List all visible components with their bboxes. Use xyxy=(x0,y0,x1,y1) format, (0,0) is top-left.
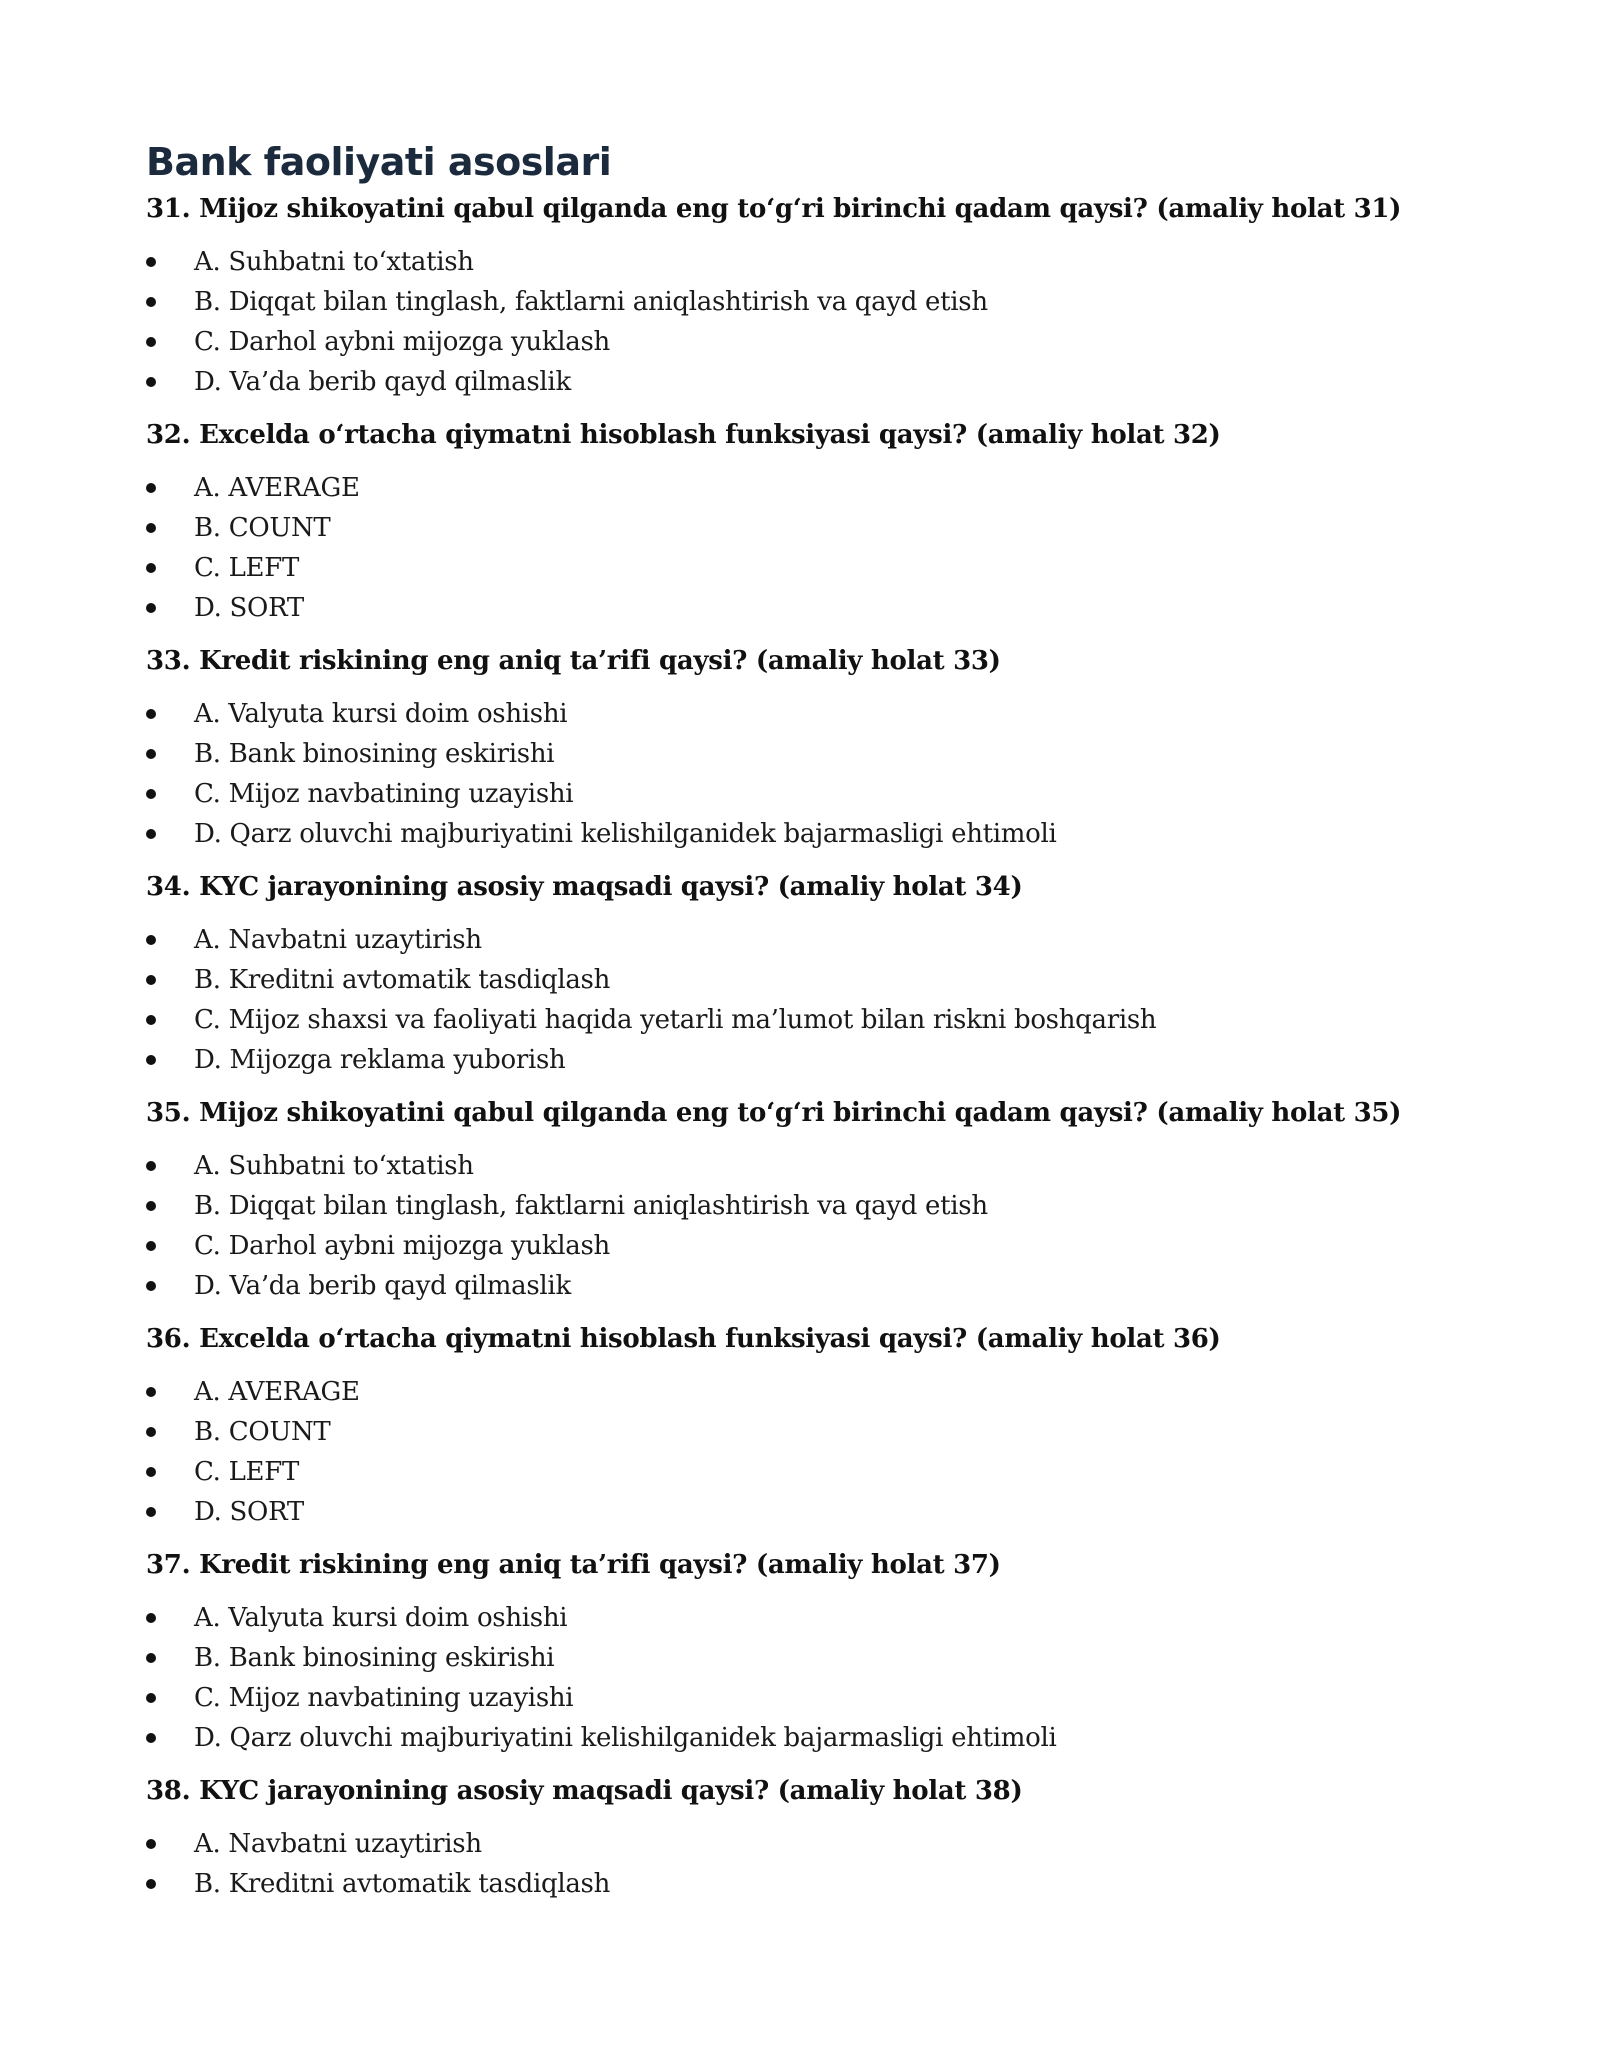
bullet-icon xyxy=(146,1055,156,1065)
option-text: B. COUNT xyxy=(194,1417,331,1447)
bullet-icon xyxy=(146,1839,156,1849)
option-item xyxy=(146,1683,1466,1723)
question-block xyxy=(146,1776,1466,1922)
bullet-icon xyxy=(146,297,156,307)
option-list xyxy=(146,247,1466,420)
question-text: 37. Kredit riskining eng aniq ta’rifi qaysi? (amaliy holat 37) xyxy=(146,1550,1001,1580)
option-text: D. Qarz oluvchi majburiyatini kelishilganidek bajarmasligi ehtimoli xyxy=(194,819,1057,849)
bullet-icon xyxy=(146,1879,156,1889)
bullet-icon xyxy=(146,603,156,613)
question-list xyxy=(146,194,1466,1922)
bullet-icon xyxy=(146,1507,156,1517)
option-list xyxy=(146,1829,1466,1922)
option-text: D. Va’da berib qayd qilmaslik xyxy=(194,1271,571,1301)
option-item xyxy=(146,1869,1466,1909)
bullet-icon xyxy=(146,483,156,493)
option-text: A. AVERAGE xyxy=(194,473,360,503)
option-item xyxy=(146,1497,1466,1537)
bullet-icon xyxy=(146,935,156,945)
option-item xyxy=(146,247,1466,287)
option-item xyxy=(146,473,1466,513)
option-text: A. Navbatni uzaytirish xyxy=(194,1829,482,1859)
option-item xyxy=(146,513,1466,553)
bullet-icon xyxy=(146,1613,156,1623)
bullet-icon xyxy=(146,377,156,387)
question-block xyxy=(146,646,1466,872)
bullet-icon xyxy=(146,1015,156,1025)
option-item xyxy=(146,1723,1466,1763)
option-item xyxy=(146,1005,1466,1045)
option-item xyxy=(146,1151,1466,1191)
option-item xyxy=(146,593,1466,633)
option-item xyxy=(146,1829,1466,1869)
option-item xyxy=(146,1191,1466,1231)
option-text: B. Kreditni avtomatik tasdiqlash xyxy=(194,965,611,995)
bullet-icon xyxy=(146,563,156,573)
option-item xyxy=(146,819,1466,859)
question-block xyxy=(146,1550,1466,1776)
option-item xyxy=(146,739,1466,779)
question-block xyxy=(146,1324,1466,1550)
option-item xyxy=(146,1271,1466,1311)
option-text: C. LEFT xyxy=(194,553,300,583)
option-text: D. Va’da berib qayd qilmaslik xyxy=(194,367,571,397)
bullet-icon xyxy=(146,1387,156,1397)
option-text: A. Valyuta kursi doim oshishi xyxy=(194,1603,568,1633)
option-item xyxy=(146,925,1466,965)
document-page xyxy=(146,136,1466,1922)
option-item xyxy=(146,1457,1466,1497)
option-text: A. Valyuta kursi doim oshishi xyxy=(194,699,568,729)
option-item xyxy=(146,367,1466,407)
option-list xyxy=(146,1377,1466,1550)
bullet-icon xyxy=(146,1653,156,1663)
bullet-icon xyxy=(146,975,156,985)
question-text: 35. Mijoz shikoyatini qabul qilganda eng to‘g‘ri birinchi qadam qaysi? (amaliy holat 35) xyxy=(146,1098,1402,1128)
bullet-icon xyxy=(146,1693,156,1703)
option-text: B. COUNT xyxy=(194,513,331,543)
option-text: C. Mijoz navbatining uzayishi xyxy=(194,1683,574,1713)
option-text: B. Diqqat bilan tinglash, faktlarni aniqlashtirish va qayd etish xyxy=(194,287,988,317)
question-block xyxy=(146,420,1466,646)
bullet-icon xyxy=(146,829,156,839)
bullet-icon xyxy=(146,257,156,267)
option-item xyxy=(146,779,1466,819)
bullet-icon xyxy=(146,1733,156,1743)
option-item xyxy=(146,965,1466,1005)
option-text: D. Mijozga reklama yuborish xyxy=(194,1045,566,1075)
option-text: C. Mijoz shaxsi va faoliyati haqida yetarli ma’lumot bilan riskni boshqarish xyxy=(194,1005,1157,1035)
option-text: A. Suhbatni to‘xtatish xyxy=(194,1151,474,1181)
bullet-icon xyxy=(146,1427,156,1437)
option-item xyxy=(146,1603,1466,1643)
option-item xyxy=(146,1045,1466,1085)
option-text: C. Darhol aybni mijozga yuklash xyxy=(194,1231,610,1261)
bullet-icon xyxy=(146,749,156,759)
option-text: B. Bank binosining eskirishi xyxy=(194,1643,555,1673)
bullet-icon xyxy=(146,709,156,719)
bullet-icon xyxy=(146,1281,156,1291)
question-text: 31. Mijoz shikoyatini qabul qilganda eng to‘g‘ri birinchi qadam qaysi? (amaliy holat 31) xyxy=(146,194,1402,224)
option-list xyxy=(146,925,1466,1098)
bullet-icon xyxy=(146,523,156,533)
question-block xyxy=(146,194,1466,420)
option-text: D. SORT xyxy=(194,593,304,623)
option-item xyxy=(146,1643,1466,1683)
question-text: 38. KYC jarayonining asosiy maqsadi qaysi? (amaliy holat 38) xyxy=(146,1776,1023,1806)
option-text: A. Navbatni uzaytirish xyxy=(194,925,482,955)
option-item xyxy=(146,1417,1466,1457)
option-list xyxy=(146,1151,1466,1324)
bullet-icon xyxy=(146,1241,156,1251)
question-block xyxy=(146,872,1466,1098)
option-text: A. AVERAGE xyxy=(194,1377,360,1407)
question-text: 33. Kredit riskining eng aniq ta’rifi qaysi? (amaliy holat 33) xyxy=(146,646,1001,676)
option-item xyxy=(146,287,1466,327)
option-text: C. Darhol aybni mijozga yuklash xyxy=(194,327,610,357)
question-block xyxy=(146,1098,1466,1324)
question-text: 36. Excelda o‘rtacha qiymatni hisoblash funksiyasi qaysi? (amaliy holat 36) xyxy=(146,1324,1221,1354)
option-text: B. Kreditni avtomatik tasdiqlash xyxy=(194,1869,611,1899)
question-text: 32. Excelda o‘rtacha qiymatni hisoblash funksiyasi qaysi? (amaliy holat 32) xyxy=(146,420,1221,450)
option-item xyxy=(146,1231,1466,1271)
option-text: C. Mijoz navbatining uzayishi xyxy=(194,779,574,809)
bullet-icon xyxy=(146,789,156,799)
bullet-icon xyxy=(146,1161,156,1171)
option-text: D. Qarz oluvchi majburiyatini kelishilganidek bajarmasligi ehtimoli xyxy=(194,1723,1057,1753)
question-text: 34. KYC jarayonining asosiy maqsadi qaysi? (amaliy holat 34) xyxy=(146,872,1023,902)
option-text: D. SORT xyxy=(194,1497,304,1527)
option-item xyxy=(146,327,1466,367)
option-text: A. Suhbatni to‘xtatish xyxy=(194,247,474,277)
option-text: B. Diqqat bilan tinglash, faktlarni aniqlashtirish va qayd etish xyxy=(194,1191,988,1221)
option-item xyxy=(146,699,1466,739)
bullet-icon xyxy=(146,1201,156,1211)
bullet-icon xyxy=(146,1467,156,1477)
option-text: B. Bank binosining eskirishi xyxy=(194,739,555,769)
option-list xyxy=(146,473,1466,646)
option-list xyxy=(146,699,1466,872)
option-text: C. LEFT xyxy=(194,1457,300,1487)
document-title: Bank faoliyati asoslari xyxy=(146,140,612,184)
option-item xyxy=(146,553,1466,593)
option-list xyxy=(146,1603,1466,1776)
option-item xyxy=(146,1377,1466,1417)
bullet-icon xyxy=(146,337,156,347)
